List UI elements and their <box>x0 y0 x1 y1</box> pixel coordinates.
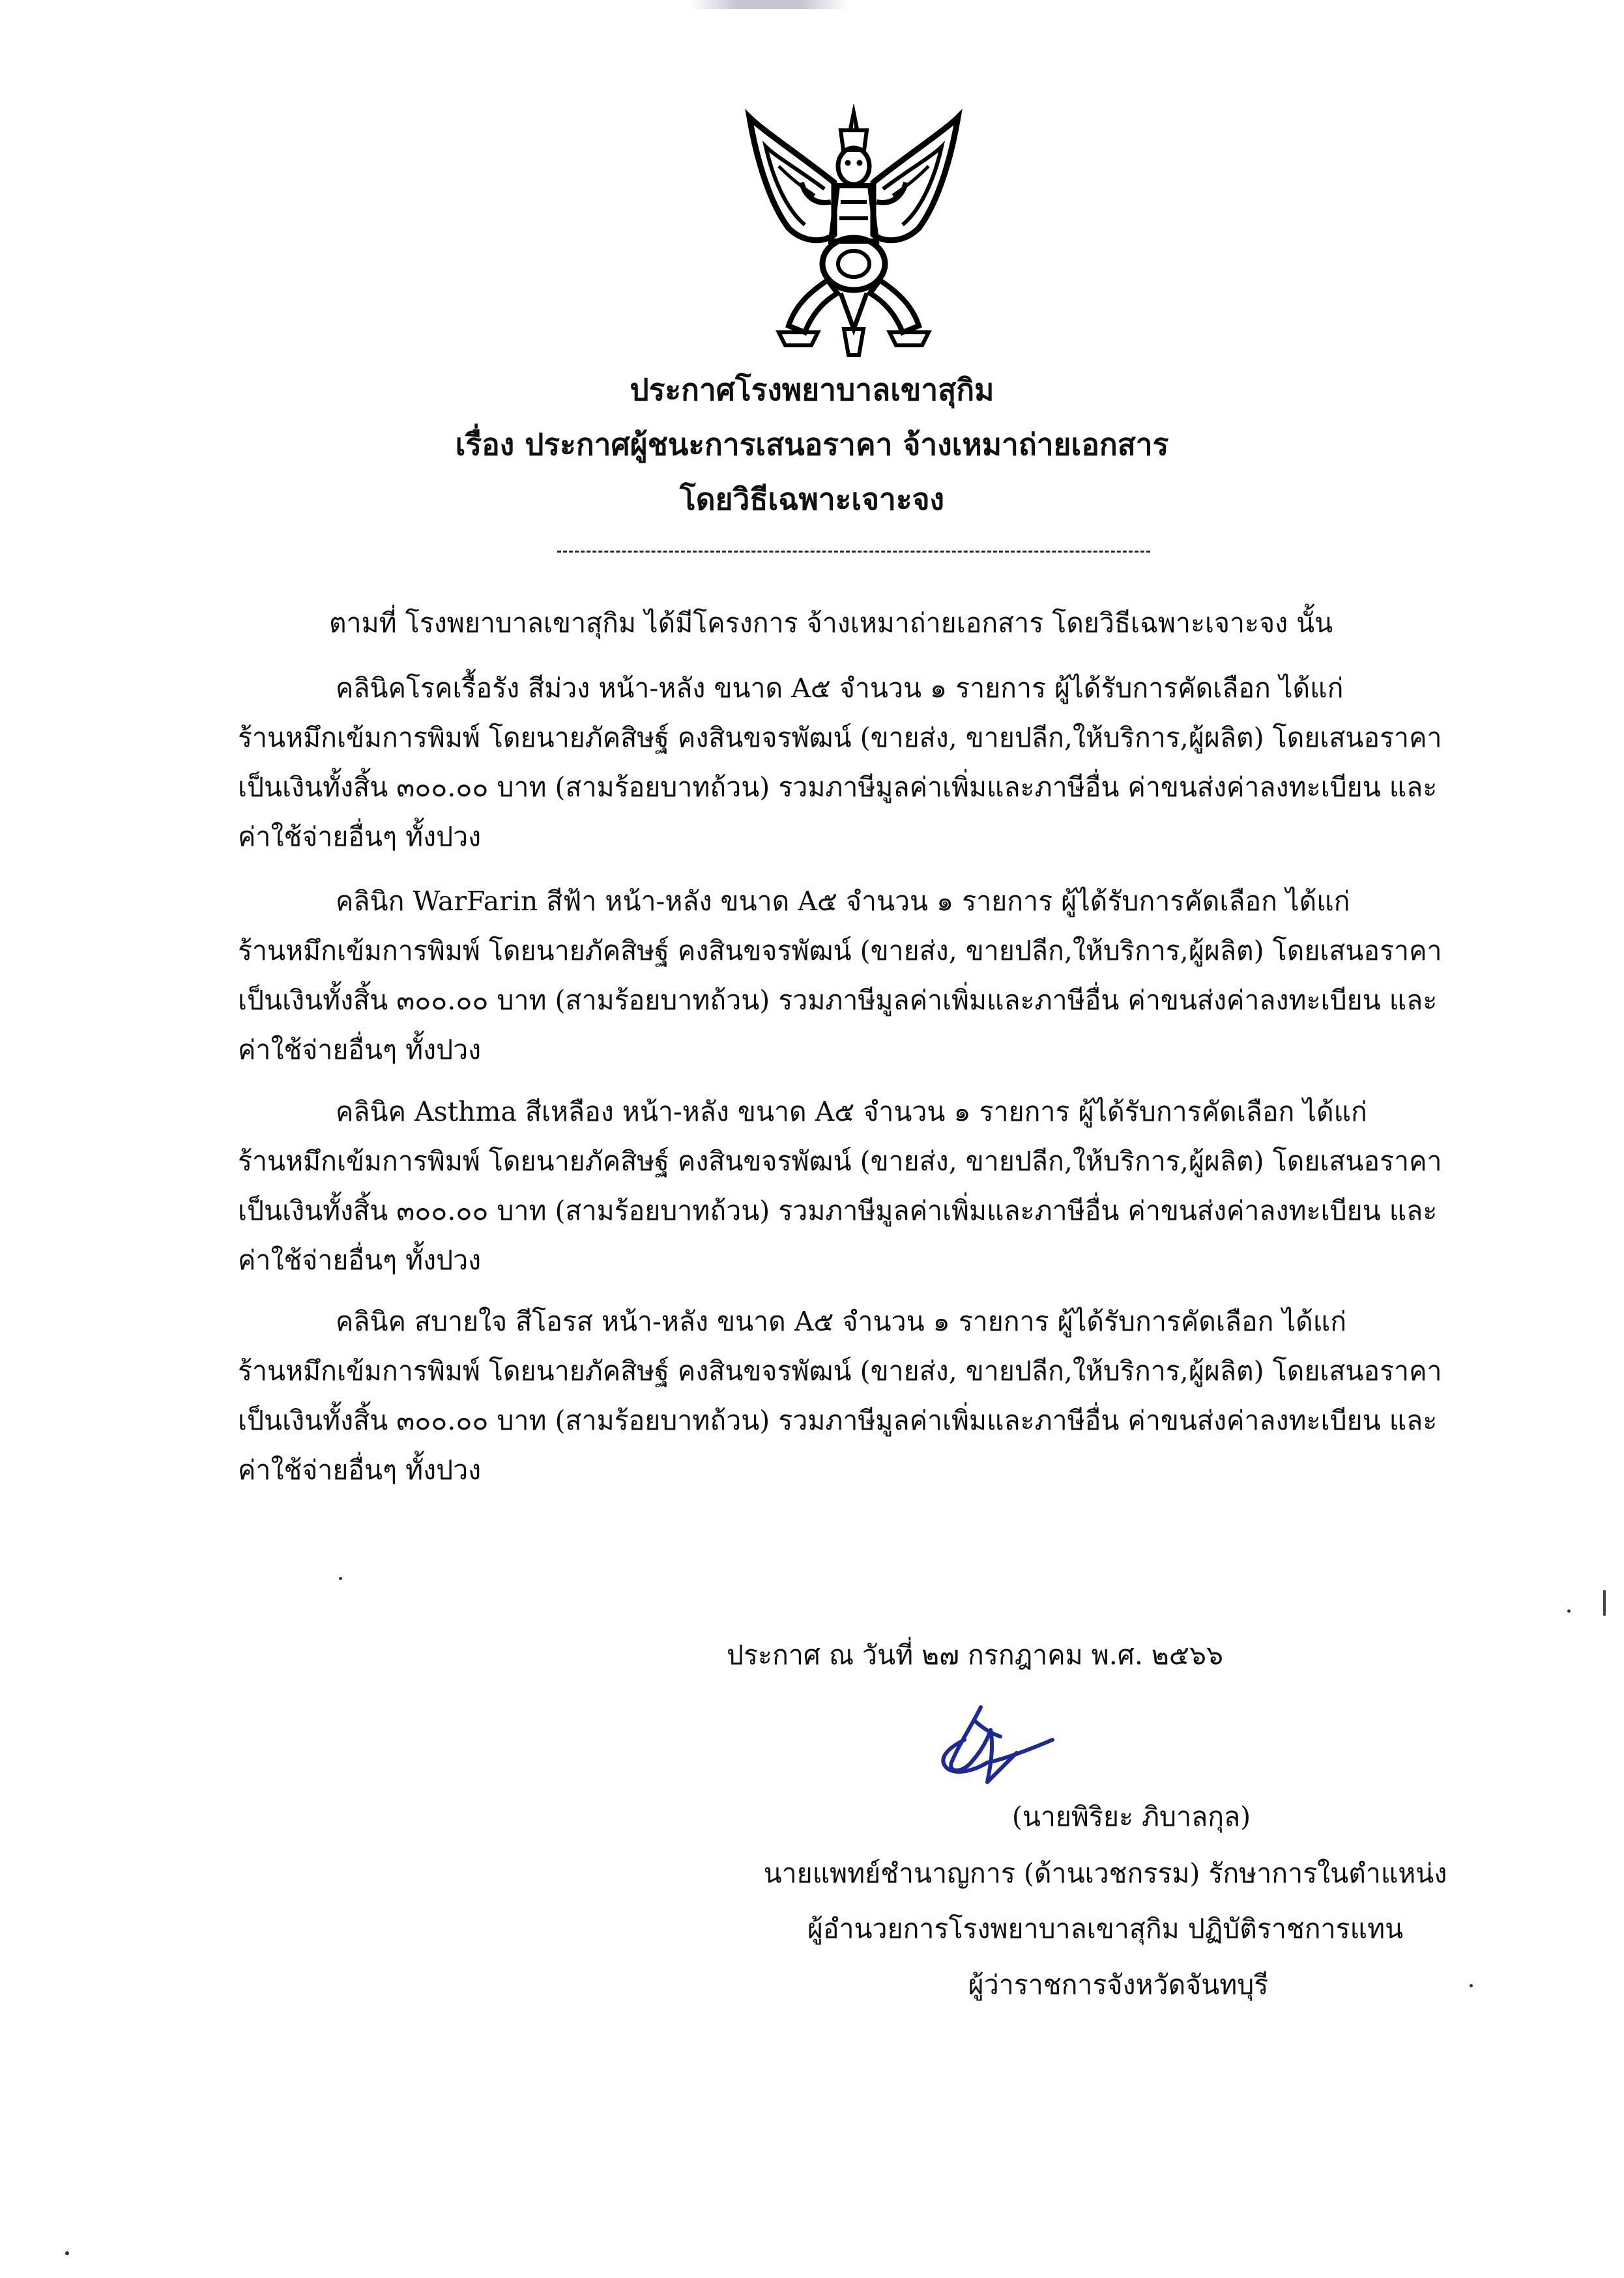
announcement-subject: เรื่อง ประกาศผู้ชนะการเสนอราคา จ้างเหมาถ่ายเอกสาร <box>455 427 1169 462</box>
award-paragraph-3: คลินิค Asthma สีเหลือง หน้า-หลัง ขนาด A๕ จำนวน ๑ รายการ ผู้ได้รับการคัดเลือก ได้แก่ ร้านหมึกเข้มการพิมพ์ โดยนายภัคสิษฐ์ คงสินขจรพัฒน์ (ขายส่ง, ขายปลีก,ให้บริการ,ผู้ผลิต) โดยเสนอราคา เป็นเงินทั้งสิ้น ๓๐๐.๐๐ บาท (สามร้อยบาทถ้วน) รวมภาษีมูลค่าเพิ่มและภาษีอื่น ค่าขนส่งค่าลงทะเบียน และ ค่าใช้จ่ายอื่นๆ ทั้งปวง <box>238 1096 1442 1276</box>
intro-paragraph: ตามที่ โรงพยาบาลเขาสุกิม ได้มีโครงการ จ้างเหมาถ่ายเอกสาร โดยวิธีเฉพาะเจาะจง นั้น <box>329 607 1333 639</box>
announcement-title: ประกาศโรงพยาบาลเขาสุกิม <box>630 372 994 407</box>
award-paragraph-4: คลินิค สบายใจ สีโอรส หน้า-หลัง ขนาด A๕ จำนวน ๑ รายการ ผู้ได้รับการคัดเลือก ได้แก่ ร้านหมึกเข้มการพิมพ์ โดยนายภัคสิษฐ์ คงสินขจรพัฒน์ (ขายส่ง, ขายปลีก,ให้บริการ,ผู้ผลิต) โดยเสนอราคา เป็นเงินทั้งสิ้น ๓๐๐.๐๐ บาท (สามร้อยบาทถ้วน) รวมภาษีมูลค่าเพิ่มและภาษีอื่น ค่าขนส่งค่าลงทะเบียน และ ค่าใช้จ่ายอื่นๆ ทั้งปวง <box>238 1306 1442 1486</box>
award-paragraph-2: คลินิก WarFarin สีฟ้า หน้า-หลัง ขนาด A๕ จำนวน ๑ รายการ ผู้ได้รับการคัดเลือก ได้แก่ ร้านหมึกเข้มการพิมพ์ โดยนายภัคสิษฐ์ คงสินขจรพัฒน์ (ขายส่ง, ขายปลีก,ให้บริการ,ผู้ผลิต) โดยเสนอราคา เป็นเงินทั้งสิ้น ๓๐๐.๐๐ บาท (สามร้อยบาทถ้วน) รวมภาษีมูลค่าเพิ่มและภาษีอื่น ค่าขนส่งค่าลงทะเบียน และ ค่าใช้จ่ายอื่นๆ ทั้งปวง <box>238 886 1442 1065</box>
signer-office: ผู้ว่าราชการจังหวัดจันทบุรี <box>968 1969 1269 2000</box>
signer-name: (นายพิริยะ ภิบาลกุล) <box>1011 1801 1251 1832</box>
announcement-method: โดยวิธีเฉพาะเจาะจง <box>680 482 944 517</box>
scan-artifact <box>691 0 847 9</box>
header-divider <box>557 551 1150 553</box>
signature-icon <box>925 1701 1056 1792</box>
scan-speck <box>1567 1609 1571 1613</box>
garuda-emblem-icon <box>743 104 964 358</box>
scan-speck <box>1603 1590 1606 1616</box>
scan-speck <box>1470 1984 1473 1987</box>
award-paragraph-1: คลินิคโรคเรื้อรัง สีม่วง หน้า-หลัง ขนาด A๕ จำนวน ๑ รายการ ผู้ได้รับการคัดเลือก ได้แก่ ร้านหมึกเข้มการพิมพ์ โดยนายภัคสิษฐ์ คงสินขจรพัฒน์ (ขายส่ง, ขายปลีก,ให้บริการ,ผู้ผลิต) โดยเสนอราคา เป็นเงินทั้งสิ้น ๓๐๐.๐๐ บาท (สามร้อยบาทถ้วน) รวมภาษีมูลค่าเพิ่มและภาษีอื่น ค่าขนส่งค่าลงทะเบียน และ ค่าใช้จ่ายอื่นๆ ทั้งปวง <box>238 672 1442 852</box>
scan-speck <box>65 2251 69 2255</box>
announcement-date: ประกาศ ณ วันที่ ๒๗ กรกฎาคม พ.ศ. ๒๕๖๖ <box>727 1639 1224 1671</box>
signer-role: ผู้อำนวยการโรงพยาบาลเขาสุกิม ปฏิบัติราชการแทน <box>807 1913 1404 1944</box>
signer-position: นายแพทย์ชำนาญการ (ด้านเวชกรรม) รักษาการในตำแหน่ง <box>763 1858 1447 1889</box>
scan-speck <box>339 1577 342 1580</box>
